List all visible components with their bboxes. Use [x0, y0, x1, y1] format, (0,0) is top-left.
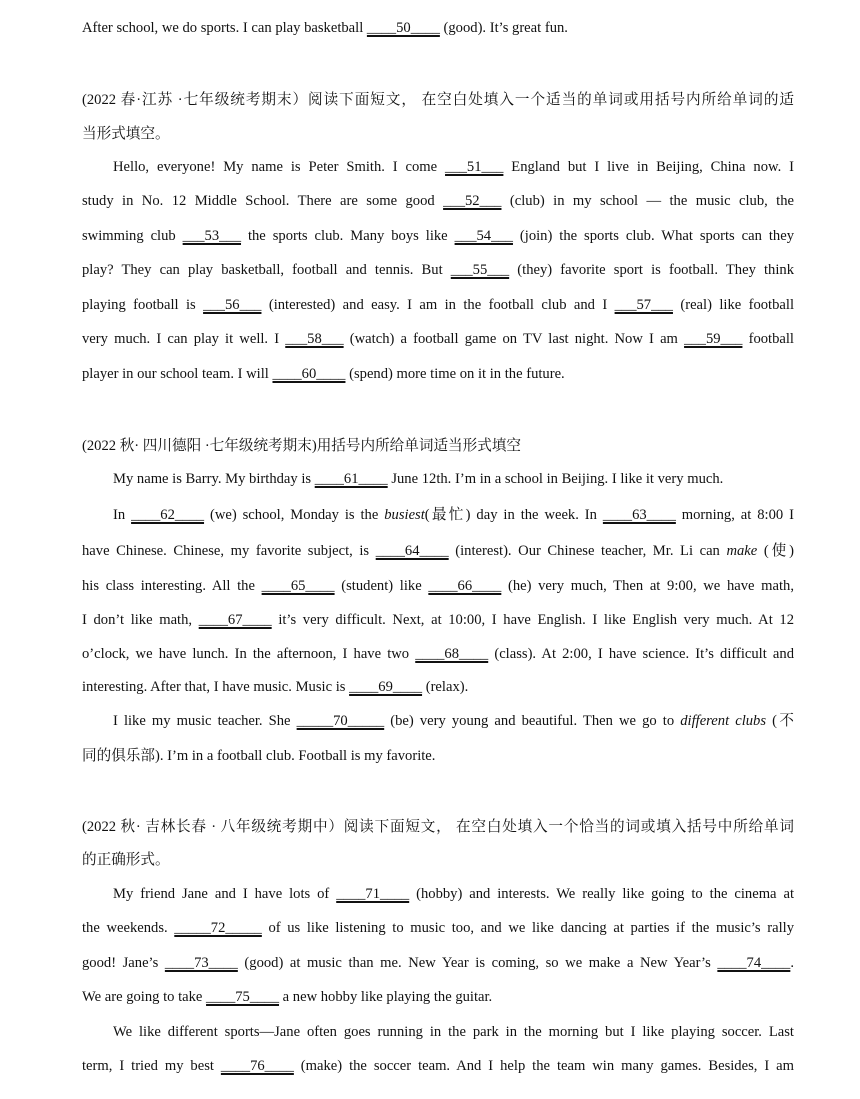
answer-blank: ____50____	[366, 20, 440, 36]
text-run: After school, we do sports. I can play basketball	[82, 20, 367, 36]
text-run: play? They can play basketball, football and tennis. But	[82, 262, 451, 278]
answer-blank: ___57___	[614, 297, 673, 313]
text-run: (make) the soccer team. And I help the team win many games. Besides, I am	[293, 1058, 794, 1074]
text-run: of us like listening to music too, and we like dancing at parties if the music’s rally	[261, 920, 794, 936]
paragraph-line	[82, 987, 794, 1007]
text-run: 同的俱乐部). I’m in a football club. Football is my favorite.	[82, 748, 436, 764]
section-heading: (2022 春·江苏 ·七年级统考期末）阅读下面短文， 在空白处填入一个适当的单词或用括号内所给单词的适	[82, 92, 794, 108]
answer-blank: ____71____	[336, 886, 410, 902]
text-run: (student) like	[334, 578, 429, 594]
text-run: June 12th. I’m in a school in Beijing. I like it very much.	[387, 471, 724, 487]
text-run: We are going to take	[82, 989, 207, 1005]
answer-blank: ____60____	[272, 366, 346, 382]
text-run: I like my music teacher. She	[113, 713, 297, 729]
answer-blank: ____61____	[314, 471, 388, 487]
answer-blank: ____63____	[602, 507, 676, 523]
text-run: (he) very much, Then at 9:00, we have math,	[501, 578, 794, 594]
answer-blank: ____69____	[349, 679, 423, 695]
answer-blank: ____74____	[717, 955, 791, 971]
text-run: the sports club. Many boys like	[241, 228, 455, 244]
text-run: (watch) a football game on TV last night. Now I am	[343, 331, 685, 347]
text-run: (they) favorite sport is football. They think	[509, 262, 794, 278]
text-run: interesting. After that, I have music. Music is	[82, 679, 350, 695]
paragraph-line	[82, 157, 794, 177]
text-run: (使)	[757, 543, 794, 559]
paragraph-line	[82, 918, 794, 938]
answer-blank: ___53___	[182, 228, 242, 244]
answer-blank: ____62____	[131, 507, 205, 523]
paragraph-line	[82, 226, 794, 246]
text-run: (hobby) and interests. We really like going to the cinema at	[409, 886, 794, 902]
text-run: I don’t like math,	[82, 612, 199, 628]
text-run: My friend Jane and I have lots of	[113, 886, 337, 902]
text-run: (最忙) day in the week. In	[424, 507, 603, 523]
paragraph-line	[82, 260, 794, 280]
answer-blank: _____72_____	[174, 920, 262, 936]
text-run: have Chinese. Chinese, my favorite subject, is	[82, 543, 376, 559]
paragraph-line	[82, 329, 794, 349]
text-run: Hello, everyone! My name is Peter Smith. I come	[113, 159, 446, 175]
text-run: (interested) and easy. I am in the football club and I	[261, 297, 615, 313]
paragraph-line	[82, 191, 794, 211]
text-run: his class interesting. All the	[82, 578, 262, 594]
text-run: My name is Barry. My birthday is	[113, 471, 315, 487]
paragraph-line	[82, 1022, 794, 1042]
text-run: (good) at music than me. New Year is coming, so we make a New Year’s	[237, 955, 718, 971]
paragraph-line	[82, 884, 794, 904]
answer-blank: ____64____	[375, 543, 449, 559]
answer-blank: ___55___	[450, 262, 510, 278]
answer-blank: ____67____	[198, 612, 272, 628]
text-run: player in our school team. I will	[82, 366, 273, 382]
answer-blank: ____73____	[164, 955, 238, 971]
text-run: swimming club	[82, 228, 183, 244]
text-run: very much. I can play it well. I	[82, 331, 286, 347]
paragraph-line	[82, 18, 794, 38]
text-run: England but I live in Beijing, China now. I	[503, 159, 794, 175]
paragraph-line	[82, 469, 794, 489]
text-run: (be) very young and beautiful. Then we go to	[384, 713, 681, 729]
section-heading: 的正确形式。	[82, 852, 170, 868]
text-run: football	[742, 331, 794, 347]
paragraph-line	[82, 644, 794, 664]
text-run: good! Jane’s	[82, 955, 165, 971]
answer-blank: ___58___	[285, 331, 344, 347]
italic-term: busiest	[384, 507, 425, 523]
text-run: (spend) more time on it in the future.	[345, 366, 565, 382]
text-run: (interest). Our Chinese teacher, Mr. Li can	[448, 543, 727, 559]
answer-blank: ___52___	[443, 193, 502, 209]
paragraph-line	[82, 295, 794, 315]
text-run: a new hobby like playing the guitar.	[279, 989, 493, 1005]
paragraph-line	[82, 746, 794, 766]
text-run: o’clock, we have lunch. In the afternoon, I have two	[82, 646, 416, 662]
paragraph-line	[82, 576, 794, 596]
text-run: (good). It’s great fun.	[439, 20, 568, 36]
answer-blank: _____70_____	[296, 713, 385, 729]
paragraph-line	[82, 610, 794, 630]
answer-blank: ___56___	[203, 297, 262, 313]
text-run: playing football is	[82, 297, 204, 313]
text-run: it’s very difficult. Next, at 10:00, I have English. I like English very much. At 12	[271, 612, 794, 628]
answer-blank: ___59___	[684, 331, 743, 347]
answer-blank: ____76____	[220, 1058, 294, 1074]
paragraph-line	[82, 505, 794, 525]
text-run: We like different sports—Jane often goes running in the park in the morning but I like playing soccer. Last	[113, 1024, 794, 1040]
answer-blank: ___54___	[454, 228, 513, 244]
text-run: (join) the sports club. What sports can they	[512, 228, 794, 244]
paragraph-line	[82, 364, 794, 384]
text-run: (class). At 2:00, I have science. It’s difficult and	[488, 646, 794, 662]
text-run: term, I tried my best	[82, 1058, 221, 1074]
text-run: morning, at 8:00 I	[675, 507, 794, 523]
text-run: (club) in my school — the music club, the	[501, 193, 795, 209]
text-run: the weekends.	[82, 920, 175, 936]
paragraph-line	[82, 677, 794, 697]
answer-blank: ___51___	[445, 159, 504, 175]
section-heading: 当形式填空。	[82, 126, 170, 142]
text-run: (we) school, Monday is the	[204, 507, 385, 523]
paragraph-line	[82, 953, 794, 973]
section-heading: (2022 秋· 四川德阳 ·七年级统考期末)用括号内所给单词适当形式填空	[82, 438, 522, 454]
answer-blank: ____68____	[415, 646, 489, 662]
paragraph-line	[82, 1056, 794, 1076]
italic-term: make	[726, 543, 758, 559]
answer-blank: ____66____	[428, 578, 502, 594]
paragraph-line	[82, 541, 794, 561]
text-run: study in No. 12 Middle School. There are some good	[82, 193, 444, 209]
text-run: (不	[766, 713, 795, 729]
italic-term: different clubs	[680, 713, 767, 729]
text-run: In	[113, 507, 132, 523]
answer-blank: ____65____	[261, 578, 335, 594]
text-run: (real) like football	[672, 297, 794, 313]
paragraph-line	[82, 711, 794, 731]
text-run: (relax).	[422, 679, 469, 695]
section-heading: (2022 秋· 吉林长春 · 八年级统考期中）阅读下面短文， 在空白处填入一个恰当的词或填入括号中所给单词	[82, 819, 794, 835]
answer-blank: ____75____	[206, 989, 280, 1005]
text-run: .	[790, 955, 794, 971]
